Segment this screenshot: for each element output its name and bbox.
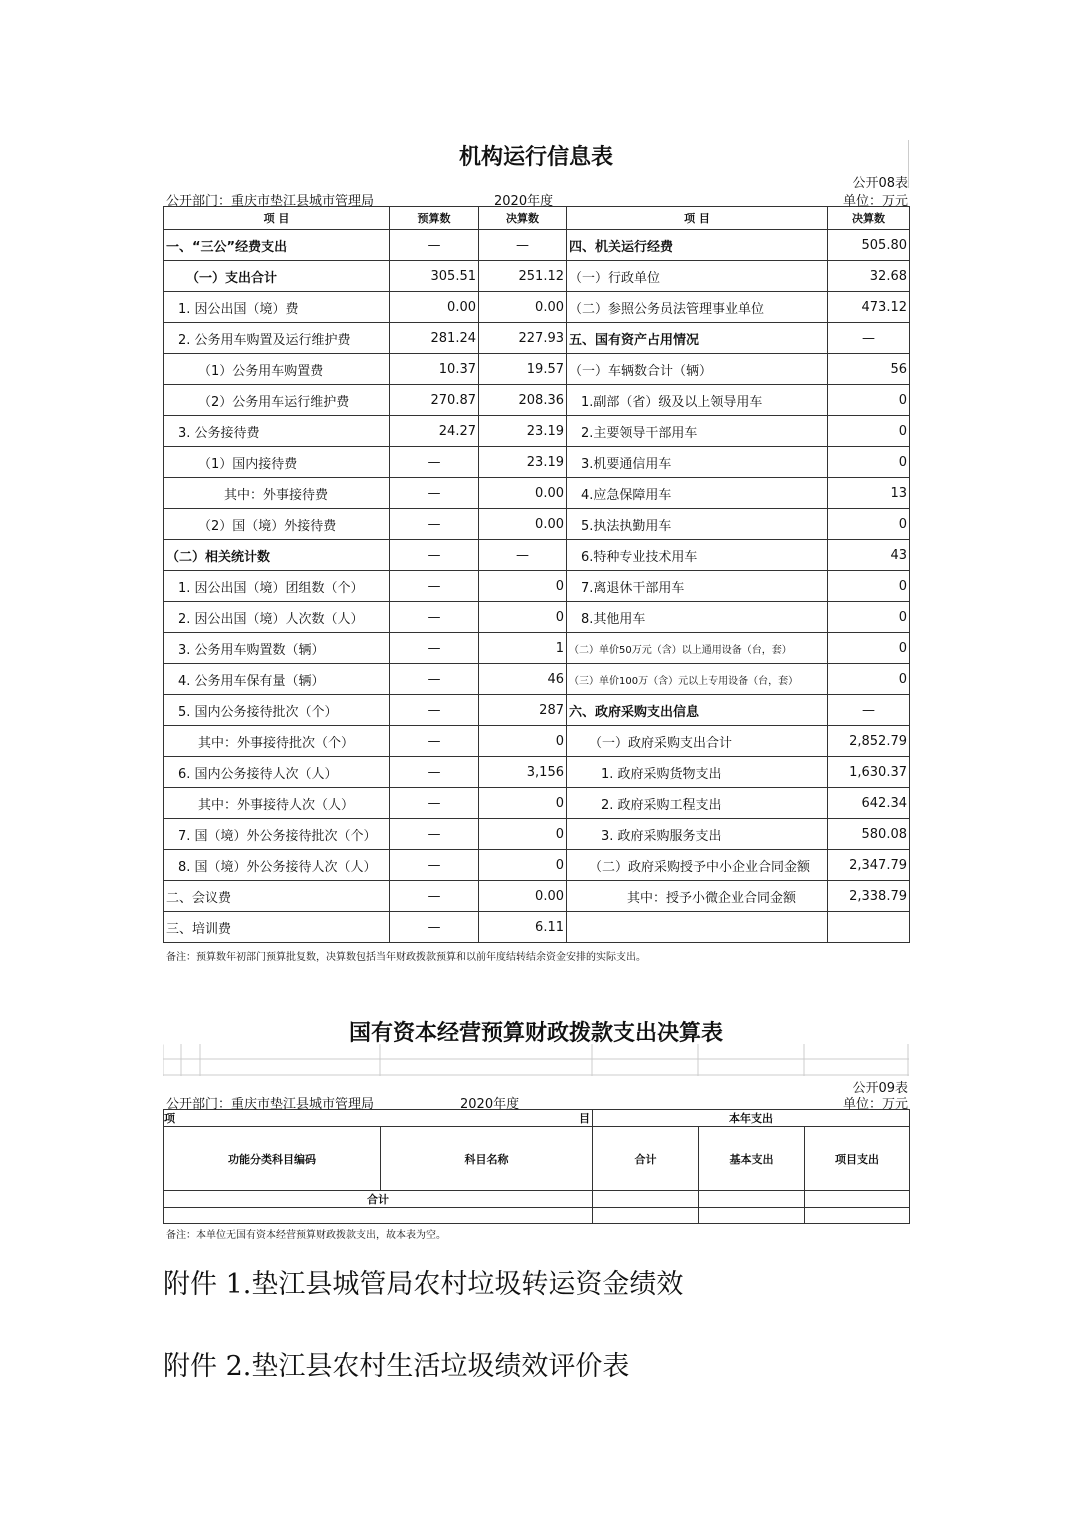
row-item-left: 4. 公务用车保有量（辆） [164,664,390,695]
row-item-right: 3.机要通信用车 [567,447,828,478]
spreadsheet-gridlines [163,1044,909,1076]
table-row [164,757,910,788]
row-item-left: 三、培训费 [164,912,390,943]
row-final-right: 0 [828,509,910,540]
table-row [164,416,910,447]
table2-dept: 公开部门：重庆市垫江县城市管理局 [166,1097,375,1112]
row-item-left: （一）支出合计 [164,261,390,292]
row-item-right: （三）单价100万（含）元以上专用设备（台，套） [567,664,828,695]
row-final-left: — [479,230,567,261]
table1-dept: 公开部门：重庆市垫江县城市管理局 [166,194,375,209]
row-final-right: 2,347.79 [828,850,910,881]
row-final-left: 0.00 [479,881,567,912]
table-row [164,540,910,571]
row-item-left: 2. 因公出国（境）人次数（人） [164,602,390,633]
row-item-right: 1. 政府采购货物支出 [567,757,828,788]
row-item-left: 1. 因公出国（境）费 [164,292,390,323]
row-final-right: 0 [828,633,910,664]
attachment-2: 附件 2.垫江县农村生活垃圾绩效评价表 [163,1351,630,1382]
table-row [164,602,910,633]
table1-note: 备注：预算数年初部门预算批复数，决算数包括当年财政拨款预算和以前年度结转结余资金安排的实际支出。 [166,952,646,963]
row-item-right: （一）行政单位 [567,261,828,292]
table1-year: 2020年度 [494,194,554,209]
row-item-right: 5.执法执勤用车 [567,509,828,540]
row-budget: — [390,726,479,757]
row-item-left: （2）公务用车运行维护费 [164,385,390,416]
row-item-left: 一、“三公”经费支出 [164,230,390,261]
table-row [164,323,910,354]
row-budget: — [390,230,479,261]
row-item-left: 其中：外事接待批次（个） [164,726,390,757]
table-row [164,819,910,850]
row-budget: 281.24 [390,323,479,354]
row-budget: 270.87 [390,385,479,416]
table1-title: 机构运行信息表 [458,145,613,170]
table-row [164,695,910,726]
row-final-right: 0 [828,385,910,416]
institution-info-table [163,206,910,943]
row-budget: — [390,633,479,664]
row-final-right: — [828,695,910,726]
header-final-left: 决算数 [479,207,567,230]
row-final-left: 23.19 [479,447,567,478]
row-final-right: 13 [828,478,910,509]
row-final-left: — [479,540,567,571]
row-item-right: （一）车辆数合计（辆） [567,354,828,385]
table-row [164,292,910,323]
header-item-left: 项 目 [164,207,390,230]
row-final-right: 2,338.79 [828,881,910,912]
row-final-left: 0 [479,850,567,881]
table-row [164,850,910,881]
row-item-right: 8.其他用车 [567,602,828,633]
row-final-left: 0 [479,571,567,602]
empty-cell [805,1208,910,1224]
row-budget: — [390,664,479,695]
table-header-row [164,207,910,230]
row-budget: — [390,819,479,850]
row-final-right: 32.68 [828,261,910,292]
row-item-right: （一）政府采购支出合计 [567,726,828,757]
row-budget: 0.00 [390,292,479,323]
row-item-right: 2. 政府采购工程支出 [567,788,828,819]
table-row [164,447,910,478]
row-item-right: 3. 政府采购服务支出 [567,819,828,850]
table1-code: 公开08表 [852,176,908,191]
row-item-right [567,912,828,943]
table-row [164,881,910,912]
header-subject-name: 科目名称 [381,1127,593,1191]
table-row [164,261,910,292]
table-row [164,571,910,602]
row-item-right: 7.离退休干部用车 [567,571,828,602]
row-item-right: 1.副部（省）级及以上领导用车 [567,385,828,416]
row-final-left: 0.00 [479,478,567,509]
table-row [164,385,910,416]
row-final-right: 0 [828,447,910,478]
row-final-right [828,912,910,943]
row-budget: — [390,881,479,912]
table-row [164,912,910,943]
row-item-left: （1）公务用车购置费 [164,354,390,385]
row-item-right: 其中：授予小微企业合同金额 [567,881,828,912]
row-final-right: 473.12 [828,292,910,323]
row-item-left: 3. 公务用车购置数（辆） [164,633,390,664]
row-final-right: 505.80 [828,230,910,261]
row-item-right: 2.主要领导干部用车 [567,416,828,447]
row-item-left: 8. 国（境）外公务接待人次（人） [164,850,390,881]
row-item-left: 2. 公务用车购置及运行维护费 [164,323,390,354]
row-final-left: 208.36 [479,385,567,416]
table-row [164,664,910,695]
total-label: 合计 [164,1191,593,1208]
empty-cell [699,1208,805,1224]
empty-cell [164,1208,593,1224]
row-final-right: 2,852.79 [828,726,910,757]
row-final-right: 1,630.37 [828,757,910,788]
project-cell [805,1191,910,1208]
row-item-right: （二）单价50万元（含）以上通用设备（台，套） [567,633,828,664]
header-budget: 预算数 [390,207,479,230]
table-row [164,788,910,819]
row-item-right: 六、政府采购支出信息 [567,695,828,726]
header-basic-expense: 基本支出 [699,1127,805,1191]
header-function-code: 功能分类科目编码 [164,1127,381,1191]
row-item-right: （二）参照公务员法管理事业单位 [567,292,828,323]
row-final-right: 0 [828,602,910,633]
row-final-right: — [828,323,910,354]
row-item-right: （二）政府采购授予中小企业合同金额 [567,850,828,881]
divider [908,140,909,188]
empty-cell [593,1208,699,1224]
table-row [164,633,910,664]
row-final-right: 43 [828,540,910,571]
row-final-left: 0.00 [479,509,567,540]
row-item-left: 1. 因公出国（境）团组数（个） [164,571,390,602]
row-item-left: （二）相关统计数 [164,540,390,571]
row-item-right: 四、机关运行经费 [567,230,828,261]
row-final-left: 1 [479,633,567,664]
row-budget: — [390,602,479,633]
row-budget: — [390,757,479,788]
table1-unit: 单位：万元 [842,194,908,209]
row-final-right: 0 [828,416,910,447]
header-final-right: 决算数 [828,207,910,230]
state-capital-table [163,1109,910,1224]
total-cell [593,1191,699,1208]
row-item-left: 其中：外事接待费 [164,478,390,509]
header-year-expense: 本年支出 [593,1110,910,1127]
table2-note: 备注：本单位无国有资本经营预算财政拨款支出，故本表为空。 [166,1230,446,1241]
row-final-left: 0 [479,602,567,633]
row-item-left: 3. 公务接待费 [164,416,390,447]
row-budget: — [390,540,479,571]
row-item-right: 6.特种专业技术用车 [567,540,828,571]
row-final-left: 46 [479,664,567,695]
row-budget: — [390,478,479,509]
row-item-left: 二、会议费 [164,881,390,912]
table-row [164,478,910,509]
row-item-right: 4.应急保障用车 [567,478,828,509]
row-item-left: 6. 国内公务接待人次（人） [164,757,390,788]
header-total: 合计 [593,1127,699,1191]
row-final-left: 19.57 [479,354,567,385]
table-row [164,509,910,540]
row-final-left: 6.11 [479,912,567,943]
row-final-left: 0 [479,819,567,850]
table-row [164,726,910,757]
row-final-left: 0.00 [479,292,567,323]
row-final-left: 23.19 [479,416,567,447]
row-final-right: 0 [828,664,910,695]
table2-unit: 单位：万元 [842,1097,908,1112]
row-final-left: 251.12 [479,261,567,292]
row-budget: — [390,447,479,478]
row-budget: — [390,509,479,540]
basic-cell [699,1191,805,1208]
row-budget: 305.51 [390,261,479,292]
row-budget: — [390,571,479,602]
row-final-left: 287 [479,695,567,726]
row-item-right: 五、国有资产占用情况 [567,323,828,354]
row-item-left: （1）国内接待费 [164,447,390,478]
row-budget: — [390,788,479,819]
row-item-left: （2）国（境）外接待费 [164,509,390,540]
header-item-right: 项 目 [567,207,828,230]
table2-year: 2020年度 [460,1097,520,1112]
row-item-left: 其中：外事接待人次（人） [164,788,390,819]
row-final-right: 0 [828,571,910,602]
row-budget: — [390,850,479,881]
row-final-right: 642.34 [828,788,910,819]
row-item-left: 7. 国（境）外公务接待批次（个） [164,819,390,850]
row-final-left: 227.93 [479,323,567,354]
header-item [164,1110,593,1127]
table2-title: 国有资本经营预算财政拨款支出决算表 [348,1021,723,1046]
row-final-left: 0 [479,788,567,819]
table-row [164,354,910,385]
header-item-right: 目 [579,1112,590,1125]
row-final-right: 56 [828,354,910,385]
row-final-left: 3,156 [479,757,567,788]
table-row [164,230,910,261]
row-budget: 24.27 [390,416,479,447]
header-project-expense: 项目支出 [805,1127,910,1191]
attachment-1: 附件 1.垫江县城管局农村垃圾转运资金绩效 [163,1269,684,1300]
header-item-left: 项 [164,1112,175,1125]
row-item-left: 5. 国内公务接待批次（个） [164,695,390,726]
table2-code: 公开09表 [852,1081,908,1096]
row-final-left: 0 [479,726,567,757]
row-budget: 10.37 [390,354,479,385]
row-final-right: 580.08 [828,819,910,850]
row-budget: — [390,695,479,726]
row-budget: — [390,912,479,943]
